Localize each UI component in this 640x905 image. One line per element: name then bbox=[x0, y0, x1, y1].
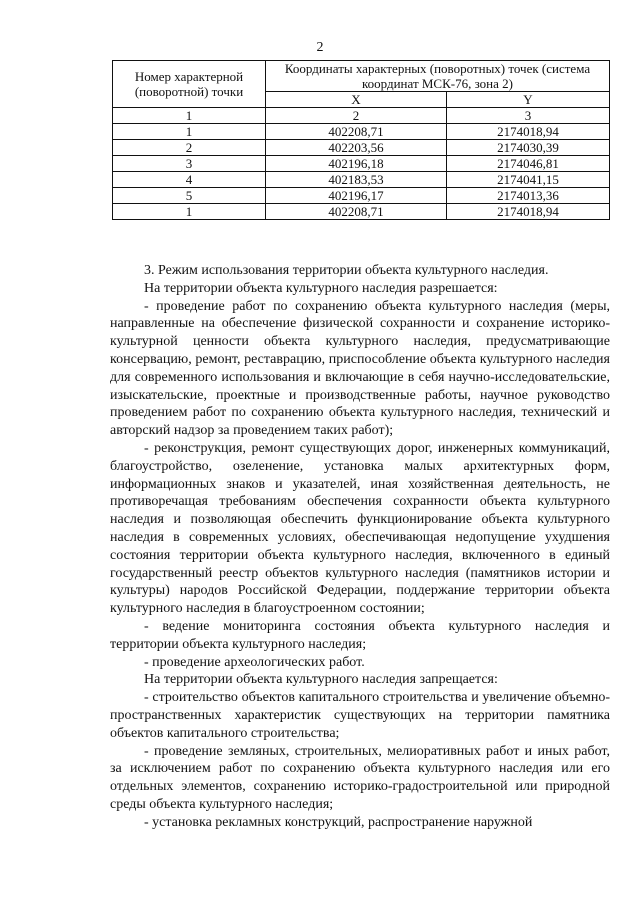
page-number: 2 bbox=[316, 40, 324, 55]
table-cell: 2 bbox=[266, 108, 447, 124]
table-cell: 402196,17 bbox=[266, 188, 447, 204]
table-cell: 2 bbox=[113, 140, 266, 156]
prohibited-item: - проведение земляных, строительных, мелиоративных работ и иных работ, за исключением работ по сохранению объекта культурного наследия или его отдельных элементов, сохранению историко-градостроительной или природной среды объекта культурного наследия; bbox=[110, 743, 610, 812]
table-cell: 2174013,36 bbox=[447, 188, 610, 204]
allowed-item: - ведение мониторинга состояния объекта культурного наследия и территории объекта культурного наследия; bbox=[110, 618, 610, 652]
allowed-item: - проведение работ по сохранению объекта культурного наследия (меры, направленные на обеспечение физической сохранности и сохранение историко-культурной ценности объекта культурного наследия, предусматривающие консервацию, ремонт, реставрацию, приспособление объекта культурного наследия для современного использования и включающие в себя научно-исследовательские, изыскательские, проектные и производственные работы, научное руководство проведением работ по сохранению объекта культурного наследия, технический и авторский надзор за проведением таких работ); bbox=[110, 298, 610, 439]
header-y: Y bbox=[447, 92, 610, 108]
table-row bbox=[113, 140, 610, 156]
table-cell: 2174030,39 bbox=[447, 140, 610, 156]
table-header-row bbox=[113, 61, 610, 92]
table-cell: 3 bbox=[447, 108, 610, 124]
table-row bbox=[113, 172, 610, 188]
table-cell: 1 bbox=[113, 204, 266, 220]
table-row bbox=[113, 188, 610, 204]
table-row bbox=[113, 204, 610, 220]
table-cell: 402208,71 bbox=[266, 124, 447, 140]
table-cell: 402196,18 bbox=[266, 156, 447, 172]
table-cell: 3 bbox=[113, 156, 266, 172]
allowed-item: - реконструкция, ремонт существующих дорог, инженерных коммуникаций, благоустройство, озеленение, установка малых архитектурных форм, информационных знаков и указателей, иная хозяйственная деятельность, не противоречащая требованиям обеспечения сохранности объекта культурного наследия и позволяющая обеспечить функционирование объекта культурного наследия в современных условиях, обеспечивающая недопущение ухудшения состояния территории объекта культурного наследия, включенного в единый государственный реестр объектов культурного наследия (памятников истории и культуры) народов Российской Федерации, поддержание территории объекта культурного наследия в благоустроенном состоянии; bbox=[110, 440, 610, 617]
table-cell: 402183,53 bbox=[266, 172, 447, 188]
header-point-number: Номер характерной (поворотной) точки bbox=[113, 61, 266, 108]
document-body bbox=[110, 262, 610, 832]
table-cell: 2174046,81 bbox=[447, 156, 610, 172]
table-cell: 5 bbox=[113, 188, 266, 204]
header-coordinates: Координаты характерных (поворотных) точек (система координат МСК-76, зона 2) bbox=[266, 61, 610, 92]
prohibited-item: - установка рекламных конструкций, распространение наружной bbox=[144, 814, 533, 830]
prohibited-intro: На территории объекта культурного наследия запрещается: bbox=[144, 672, 498, 688]
table-row bbox=[113, 124, 610, 140]
coordinates-table bbox=[112, 60, 610, 220]
table-index-row bbox=[113, 108, 610, 124]
allowed-item: - проведение археологических работ. bbox=[144, 654, 365, 670]
table-cell: 1 bbox=[113, 108, 266, 124]
prohibited-item: - строительство объектов капитального строительства и увеличение объемно-пространственных характеристик существующих на территории памятника объектов капитального строительства; bbox=[110, 690, 610, 741]
table-cell: 4 bbox=[113, 172, 266, 188]
table-row bbox=[113, 156, 610, 172]
table-cell: 2174018,94 bbox=[447, 124, 610, 140]
table-cell: 2174041,15 bbox=[447, 172, 610, 188]
table-cell: 402203,56 bbox=[266, 140, 447, 156]
table-cell: 1 bbox=[113, 124, 266, 140]
section-title: 3. Режим использования территории объекта культурного наследия. bbox=[144, 263, 549, 278]
table-cell: 402208,71 bbox=[266, 204, 447, 220]
header-x: X bbox=[266, 92, 447, 108]
allowed-intro: На территории объекта культурного наследия разрешается: bbox=[144, 280, 498, 296]
table-cell: 2174018,94 bbox=[447, 204, 610, 220]
